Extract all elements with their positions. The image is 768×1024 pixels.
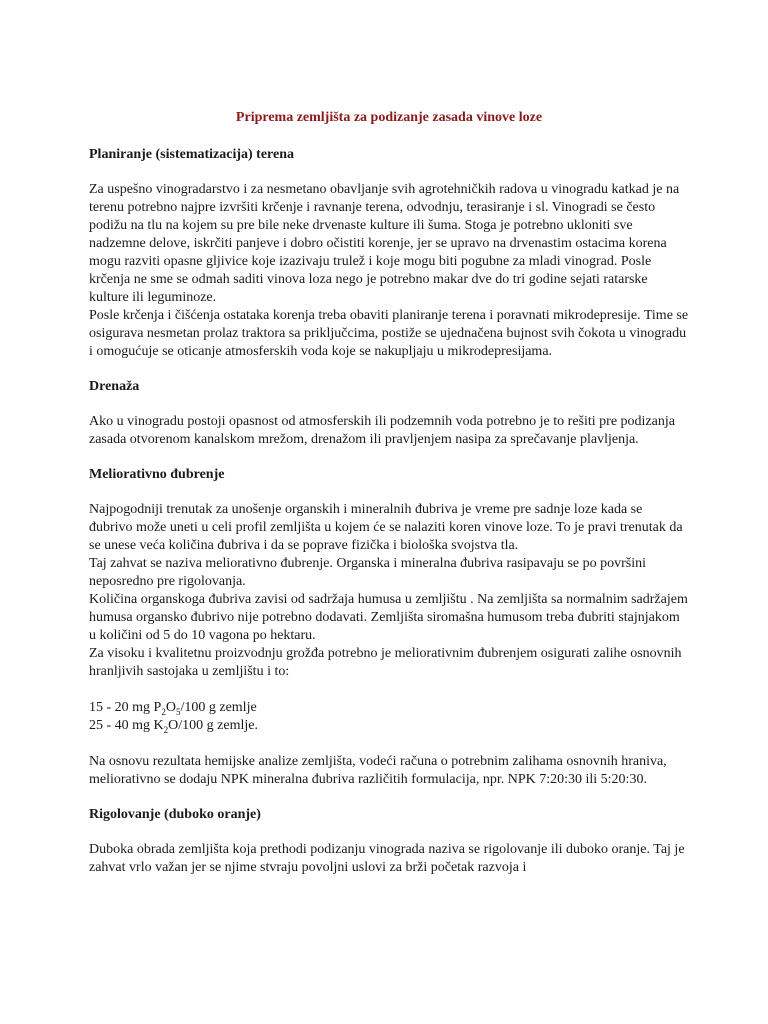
spacer [89, 449, 689, 466]
paragraph: Taj zahvat se naziva meliorativno đubrenje. Organska i mineralna đubriva rasipavaju se po površini neposredno pre rigolovanja. [89, 556, 647, 589]
spacer [89, 681, 689, 699]
paragraph: Ako u vinogradu postoji opasnost od atmosferskih ili podzemnih voda potrebno je to rešiti pre podizanja zasada otvorenom kanalskom mrežom, drenažom ili pravljenjem nasipa za sprečavanje plavljenja. [89, 414, 675, 447]
section-heading-rigolovanje: Rigolovanje (duboko oranje) [89, 807, 261, 822]
document-title: Priprema zemljišta za podizanje zasada vinove loze [235, 110, 543, 125]
document-page [89, 109, 689, 877]
paragraph: Najpogodniji trenutak za unošenje organskih i mineralnih đubriva je vreme pre sadnje loze kada se đubrivo može uneti u celi profil zemljišta u kojem će se nalaziti koren vinove loze. To je pravi trenutak da se unese veća količina đubriva i da se poprave fizička i biološka svojstva tla. [89, 502, 683, 553]
section-heading-meliorativno-dubrenje: Meliorativno đubrenje [89, 467, 225, 482]
section-heading-planiranje: Planiranje (sistematizacija) terena [89, 147, 295, 162]
formula-line-phosphorus: 15 - 20 mg $P_2O_5/100$ g zemlje [89, 700, 257, 717]
paragraph: Posle krčenja i čišćenja ostataka korenja treba obaviti planiranje terena i poravnati mikrodepresije. Time se osigurava nesmetan prolaz traktora sa priključcima, postiže se ujednačena bujnost svih čokota u vinogradu i omogućuje se oticanje atmosferskih voda koje se nakupljaju u mikrodepresijama. [89, 308, 689, 359]
spacer [89, 735, 689, 753]
paragraph: Za visoku i kvalitetnu proizvodnju grožđa potrebno je meliorativnim đubrenjem osigurati zalihe osnovnih hranljivih sastojaka u zemljištu i to: [89, 646, 682, 679]
paragraph: Za uspešno vinogradarstvo i za nesmetano obavljanje svih agrotehničkih radova u vinogradu katkad je na terenu potrebno najpre izvršiti krčenje i ravnanje terena, odvodnju, terasiranje i sl. Vinogradi se često podižu na tlu na kojem su pre bile neke drvenaste kulture ili šuma. Stoga je potrebno ukloniti sve nadzemne delove, iskrčiti panjeve i dobro očistiti korenje, jer se upravo na drvenastim ostacima korena mogu razviti opasne gljivice koje izazivaju trulež i koje mogu biti pogubne za mladi vinograd. Posle krčenja ne sme se odmah saditi vinova loza nego je potrebno makar dve do tri godine sejati ratarske kulture ili leguminoze. [89, 182, 680, 305]
paragraph: Duboka obrada zemljišta koja prethodi podizanju vinograda naziva se rigolovanje ili duboko oranje. Taj je zahvat vrlo važan jer se njime stvraju povoljni uslovi za brži početak razvoja i [89, 842, 685, 875]
spacer [89, 789, 689, 806]
formula-line-potassium: 25 - 40 mg $K_2O/100$ g zemlje. [89, 718, 258, 735]
spacer [89, 361, 689, 378]
paragraph: Na osnovu rezultata hemijske analize zemljišta, vodeći računa o potrebnim zalihama osnovnih hraniva, meliorativno se dodaju NPK mineralna đubriva različitih formulacija, npr. NPK 7:20:30 ili 5:20:30. [89, 754, 667, 787]
paragraph: Količina organskoga đubriva zavisi od sadržaja humusa u zemljištu . Na zemljišta sa normalnim sadržajem humusa organsko đubrivo nije potrebno dodavati. Zemljišta siromašna humusom treba đubriti stajnjakom u količini od 5 do 10 vagona po hektaru. [89, 592, 688, 643]
section-heading-drenaza: Drenaža [89, 379, 140, 394]
